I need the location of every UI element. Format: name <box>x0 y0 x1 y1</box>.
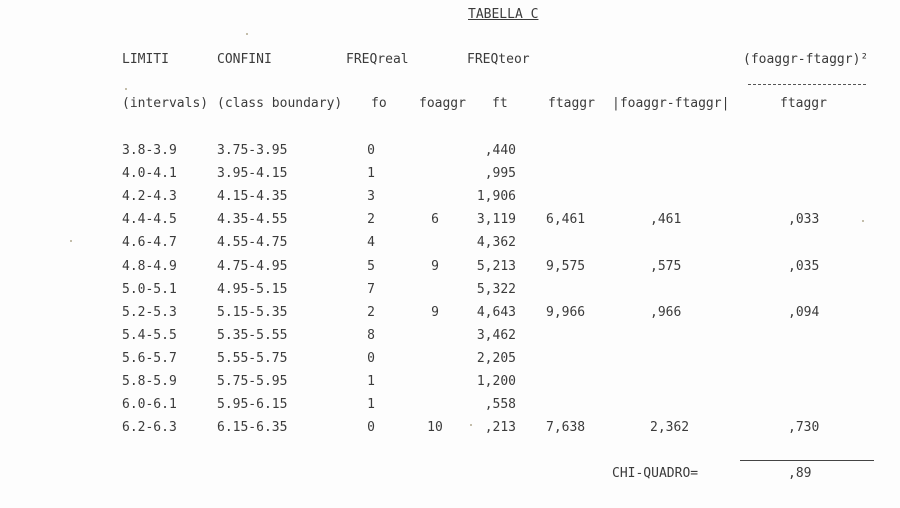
table-row <box>0 189 900 211</box>
cell-ft: 1,200 <box>476 374 516 389</box>
cell-limiti: 6.2-6.3 <box>122 420 177 436</box>
cell-fo: 5 <box>367 258 375 274</box>
cell-confini: 4.95-5.15 <box>217 281 288 297</box>
cell-ft: 4,362 <box>476 235 516 251</box>
cell-confini: 4.15-4.35 <box>217 189 288 205</box>
cell-foaggr: 9 <box>431 304 439 320</box>
cell-confini: 5.55-5.75 <box>217 350 288 366</box>
cell-limiti: 5.8-5.9 <box>122 374 177 389</box>
header-ratio-numerator: (foaggr-ftaggr)² <box>743 52 869 67</box>
cell-ft: 5,322 <box>476 281 516 297</box>
cell-ratio: ,033 <box>788 212 820 228</box>
header-limiti: LIMITI <box>122 52 169 67</box>
chi-square-label: CHI-QUADRO= <box>612 466 699 481</box>
scan-speck <box>125 88 127 90</box>
cell-fo: 1 <box>367 166 375 182</box>
cell-fo: 3 <box>367 189 375 205</box>
table-row <box>0 166 900 188</box>
cell-foaggr: 10 <box>427 420 443 436</box>
cell-abs-diff: ,575 <box>650 258 682 274</box>
cell-fo: 8 <box>367 327 375 343</box>
header-freq-real: FREQreal <box>346 52 409 67</box>
scan-speck <box>70 240 72 242</box>
cell-fo: 2 <box>367 212 375 228</box>
header-ftaggr: ftaggr <box>548 96 595 111</box>
cell-abs-diff: 2,362 <box>650 420 690 436</box>
scan-speck <box>246 33 248 35</box>
header-freq-teor: FREQteor <box>467 52 530 67</box>
cell-ftaggr: 6,461 <box>546 212 586 228</box>
table-title: TABELLA C <box>468 7 539 22</box>
fraction-line <box>748 84 866 85</box>
cell-limiti: 4.4-4.5 <box>122 212 177 228</box>
header-foaggr: foaggr <box>419 96 466 111</box>
cell-abs-diff: ,966 <box>650 304 682 320</box>
scan-speck <box>470 424 472 426</box>
cell-ratio: ,094 <box>788 304 820 320</box>
scan-speck <box>862 220 864 222</box>
table-row <box>0 282 900 304</box>
header-abs-diff: |foaggr-ftaggr| <box>612 96 730 111</box>
cell-fo: 0 <box>367 143 375 158</box>
cell-fo: 0 <box>367 350 375 366</box>
cell-ftaggr: 9,575 <box>546 258 586 274</box>
cell-ratio: ,730 <box>788 420 820 436</box>
cell-limiti: 5.0-5.1 <box>122 281 177 297</box>
cell-fo: 7 <box>367 281 375 297</box>
cell-fo: 2 <box>367 304 375 320</box>
cell-ftaggr: 9,966 <box>546 304 586 320</box>
cell-confini: 3.75-3.95 <box>217 143 288 158</box>
cell-confini: 5.95-6.15 <box>217 397 288 413</box>
cell-confini: 5.15-5.35 <box>217 304 288 320</box>
cell-limiti: 4.6-4.7 <box>122 235 177 251</box>
cell-limiti: 4.8-4.9 <box>122 258 177 274</box>
cell-limiti: 3.8-3.9 <box>122 143 177 158</box>
cell-ft: 4,643 <box>476 304 516 320</box>
table-row <box>0 235 900 257</box>
cell-ft: 5,213 <box>476 258 516 274</box>
cell-fo: 0 <box>367 420 375 436</box>
cell-confini: 4.35-4.55 <box>217 212 288 228</box>
header-fo: fo <box>371 96 387 111</box>
cell-confini: 5.35-5.55 <box>217 327 288 343</box>
cell-fo: 1 <box>367 397 375 413</box>
header-class-boundary: (class boundary) <box>217 96 343 111</box>
header-ratio-denominator: ftaggr <box>780 96 827 111</box>
cell-confini: 5.75-5.95 <box>217 374 288 389</box>
total-rule <box>740 460 874 461</box>
cell-foaggr: 6 <box>431 212 439 228</box>
table-row <box>0 143 900 165</box>
cell-limiti: 5.6-5.7 <box>122 350 177 366</box>
cell-confini: 4.55-4.75 <box>217 235 288 251</box>
cell-abs-diff: ,461 <box>650 212 682 228</box>
cell-ft: 1,906 <box>476 189 516 205</box>
header-intervals: (intervals) <box>122 96 209 111</box>
table-row <box>0 374 900 396</box>
cell-ftaggr: 7,638 <box>546 420 586 436</box>
table-row <box>0 397 900 419</box>
header-ft: ft <box>492 96 508 111</box>
cell-ft: ,995 <box>484 166 516 182</box>
table-row <box>0 420 900 442</box>
cell-ft: ,558 <box>484 397 516 413</box>
table-row <box>0 305 900 327</box>
cell-ft: 2,205 <box>476 350 516 366</box>
cell-confini: 3.95-4.15 <box>217 166 288 182</box>
cell-limiti: 5.4-5.5 <box>122 327 177 343</box>
table-row <box>0 351 900 373</box>
cell-foaggr: 9 <box>431 258 439 274</box>
table-row <box>0 328 900 350</box>
cell-fo: 4 <box>367 235 375 251</box>
cell-fo: 1 <box>367 374 375 389</box>
chi-square-value: ,89 <box>788 466 812 481</box>
table-row <box>0 259 900 281</box>
table-row <box>0 212 900 234</box>
header-confini: CONFINI <box>217 52 272 67</box>
cell-ft: 3,119 <box>476 212 516 228</box>
cell-confini: 6.15-6.35 <box>217 420 288 436</box>
cell-ft: ,440 <box>484 143 516 158</box>
cell-limiti: 4.0-4.1 <box>122 166 177 182</box>
cell-limiti: 4.2-4.3 <box>122 189 177 205</box>
cell-ft: ,213 <box>484 420 516 436</box>
cell-ft: 3,462 <box>476 327 516 343</box>
cell-confini: 4.75-4.95 <box>217 258 288 274</box>
cell-limiti: 5.2-5.3 <box>122 304 177 320</box>
cell-ratio: ,035 <box>788 258 820 274</box>
cell-limiti: 6.0-6.1 <box>122 397 177 413</box>
